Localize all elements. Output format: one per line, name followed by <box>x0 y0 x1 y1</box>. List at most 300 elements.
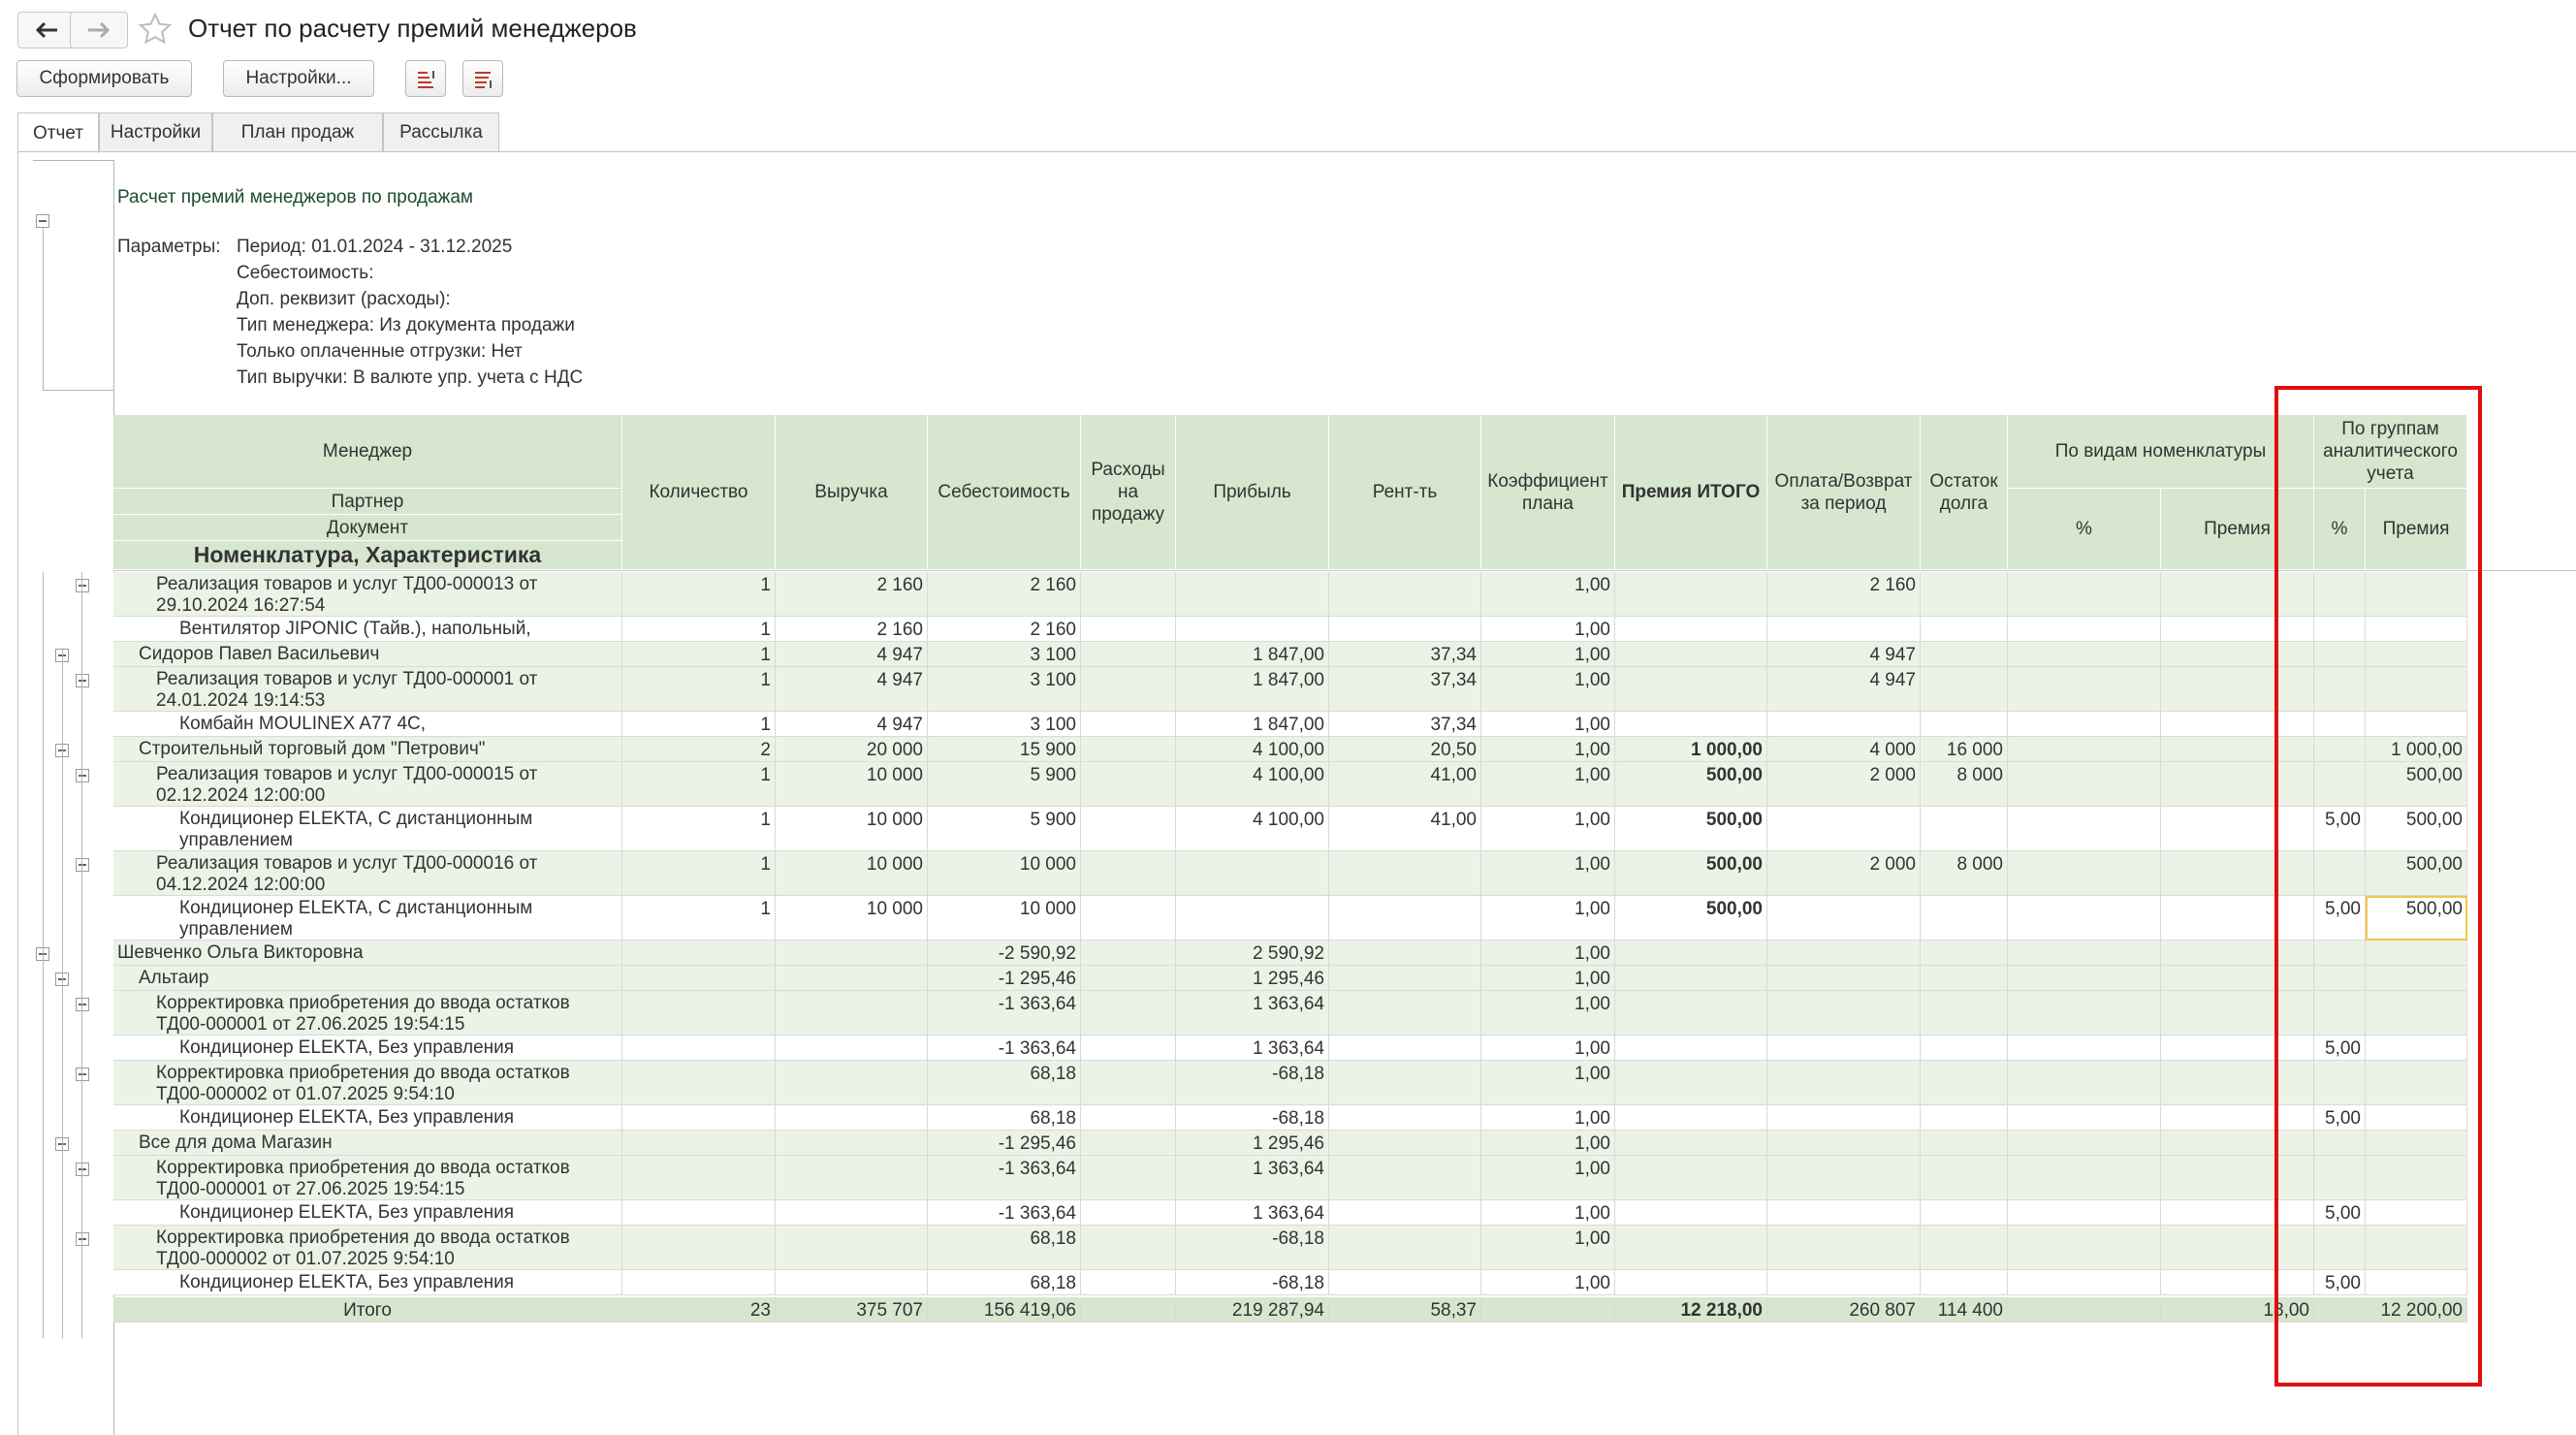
row-cell[interactable] <box>1081 1036 1176 1061</box>
row-cell[interactable] <box>1176 851 1329 896</box>
row-cell[interactable] <box>1921 1061 2008 1105</box>
row-cell[interactable] <box>1329 896 1481 941</box>
row-name[interactable]: Корректировка приобретения до ввода остатков ТД00-000001 от 27.06.2025 19:54:15 <box>113 991 622 1036</box>
row-cell[interactable]: 1,00 <box>1481 667 1615 712</box>
row-cell[interactable] <box>1081 966 1176 991</box>
row-cell[interactable]: 500,00 <box>1615 851 1767 896</box>
row-collapse-toggle[interactable] <box>76 1163 89 1176</box>
table-row[interactable] <box>113 1226 2467 1270</box>
row-cell[interactable] <box>1615 1036 1767 1061</box>
row-name[interactable]: Кондиционер ELEKTA, Без управления <box>113 1270 622 1295</box>
row-name[interactable]: Кондиционер ELEKTA, Без управления <box>113 1200 622 1226</box>
row-cell[interactable] <box>1767 1156 1921 1200</box>
row-cell[interactable]: 1,00 <box>1481 991 1615 1036</box>
row-cell[interactable]: 1,00 <box>1481 966 1615 991</box>
row-cell[interactable]: 1 <box>622 617 776 642</box>
row-cell[interactable] <box>2008 1105 2161 1131</box>
row-cell[interactable]: 2 <box>622 737 776 762</box>
row-cell[interactable] <box>1081 1105 1176 1131</box>
row-cell[interactable] <box>2008 851 2161 896</box>
row-cell[interactable]: 1,00 <box>1481 1270 1615 1295</box>
row-cell[interactable] <box>1329 1036 1481 1061</box>
row-cell[interactable] <box>1921 667 2008 712</box>
row-name[interactable]: Сидоров Павел Васильевич <box>113 642 622 667</box>
row-cell[interactable] <box>1081 642 1176 667</box>
row-cell[interactable] <box>776 1156 928 1200</box>
row-cell[interactable]: 10 000 <box>776 851 928 896</box>
table-row[interactable] <box>113 1156 2467 1200</box>
collapse-groups-button[interactable] <box>462 60 503 97</box>
favorite-star-icon[interactable] <box>138 12 173 47</box>
row-cell[interactable] <box>1615 617 1767 642</box>
row-cell[interactable]: 1 <box>622 807 776 851</box>
row-cell[interactable]: 1,00 <box>1481 642 1615 667</box>
row-cell[interactable] <box>1615 1156 1767 1200</box>
row-cell[interactable] <box>776 1131 928 1156</box>
row-cell[interactable]: 16 000 <box>1921 737 2008 762</box>
row-cell[interactable] <box>2008 762 2161 807</box>
row-cell[interactable] <box>622 966 776 991</box>
row-cell[interactable]: 10 000 <box>776 762 928 807</box>
row-name[interactable]: Шевченко Ольга Викторовна <box>113 941 622 966</box>
row-cell[interactable] <box>1921 1226 2008 1270</box>
row-cell[interactable]: 3 100 <box>928 712 1081 737</box>
row-collapse-toggle[interactable] <box>76 769 89 782</box>
row-cell[interactable] <box>1767 991 1921 1036</box>
row-cell[interactable] <box>1921 896 2008 941</box>
row-cell[interactable]: 1 363,64 <box>1176 1156 1329 1200</box>
row-cell[interactable] <box>1176 572 1329 617</box>
row-cell[interactable]: -1 363,64 <box>928 1036 1081 1061</box>
row-name[interactable]: Комбайн MOULINEX A77 4C, <box>113 712 622 737</box>
row-cell[interactable]: 4 947 <box>776 712 928 737</box>
row-cell[interactable] <box>2008 1226 2161 1270</box>
row-cell[interactable] <box>1615 667 1767 712</box>
row-cell[interactable]: 1 847,00 <box>1176 667 1329 712</box>
row-cell[interactable] <box>2008 1270 2161 1295</box>
row-cell[interactable] <box>1921 941 2008 966</box>
row-name[interactable]: Все для дома Магазин <box>113 1131 622 1156</box>
row-cell[interactable] <box>2008 737 2161 762</box>
row-name[interactable]: Корректировка приобретения до ввода остатков ТД00-000002 от 01.07.2025 9:54:10 <box>113 1226 622 1270</box>
row-cell[interactable]: 500,00 <box>2366 762 2467 807</box>
row-name[interactable]: Кондиционер ELEKTA, Без управления <box>113 1036 622 1061</box>
row-cell[interactable] <box>1767 1061 1921 1105</box>
table-row[interactable] <box>113 572 2467 617</box>
row-cell[interactable] <box>622 1156 776 1200</box>
row-cell[interactable]: 5,00 <box>2314 1200 2366 1226</box>
row-cell[interactable]: 4 100,00 <box>1176 807 1329 851</box>
row-cell[interactable] <box>776 941 928 966</box>
row-cell[interactable] <box>2008 966 2161 991</box>
row-cell[interactable]: 2 590,92 <box>1176 941 1329 966</box>
row-cell[interactable] <box>1081 1270 1176 1295</box>
forward-button[interactable] <box>70 12 128 48</box>
row-name[interactable]: Реализация товаров и услуг ТД00-000015 от 02.12.2024 12:00:00 <box>113 762 622 807</box>
row-cell[interactable] <box>776 1061 928 1105</box>
row-cell[interactable] <box>776 1036 928 1061</box>
row-cell[interactable]: -1 363,64 <box>928 991 1081 1036</box>
row-cell[interactable]: 4 947 <box>776 642 928 667</box>
table-row[interactable] <box>113 941 2467 966</box>
row-cell[interactable]: 37,34 <box>1329 667 1481 712</box>
row-cell[interactable]: 10 000 <box>928 851 1081 896</box>
settings-button[interactable]: Настройки... <box>223 60 374 97</box>
row-cell[interactable] <box>1329 851 1481 896</box>
row-cell[interactable] <box>2008 1036 2161 1061</box>
row-cell[interactable] <box>1615 991 1767 1036</box>
row-cell[interactable]: -68,18 <box>1176 1061 1329 1105</box>
row-cell[interactable] <box>2008 1200 2161 1226</box>
table-row[interactable] <box>113 851 2467 896</box>
row-cell[interactable]: 41,00 <box>1329 807 1481 851</box>
row-cell[interactable] <box>1081 617 1176 642</box>
row-cell[interactable]: 1,00 <box>1481 1156 1615 1200</box>
table-row[interactable] <box>113 1200 2467 1226</box>
row-cell[interactable]: 1 847,00 <box>1176 642 1329 667</box>
row-cell[interactable] <box>1767 712 1921 737</box>
tab-mailing[interactable]: Рассылка <box>383 112 499 151</box>
row-cell[interactable] <box>1767 1105 1921 1131</box>
row-cell[interactable]: 500,00 <box>1615 807 1767 851</box>
row-cell[interactable] <box>776 1200 928 1226</box>
row-cell[interactable]: 1,00 <box>1481 762 1615 807</box>
row-cell[interactable] <box>1329 1061 1481 1105</box>
row-cell[interactable]: 1,00 <box>1481 712 1615 737</box>
table-row[interactable] <box>113 642 2467 667</box>
row-name[interactable]: Кондиционер ELEKTA, С дистанционным управлением <box>113 807 622 851</box>
row-cell[interactable]: 1,00 <box>1481 572 1615 617</box>
row-name[interactable]: Кондиционер ELEKTA, С дистанционным управлением <box>113 896 622 941</box>
row-cell[interactable]: 15 900 <box>928 737 1081 762</box>
row-cell[interactable] <box>1921 991 2008 1036</box>
table-row[interactable] <box>113 1131 2467 1156</box>
row-cell[interactable] <box>1329 572 1481 617</box>
row-cell[interactable] <box>776 991 928 1036</box>
row-cell[interactable]: 20 000 <box>776 737 928 762</box>
row-cell[interactable] <box>622 1200 776 1226</box>
table-row[interactable] <box>113 807 2467 851</box>
row-cell[interactable]: 1,00 <box>1481 1061 1615 1105</box>
row-cell[interactable]: 1 <box>622 667 776 712</box>
row-cell[interactable]: 5,00 <box>2314 1036 2366 1061</box>
row-cell[interactable]: 1,00 <box>1481 896 1615 941</box>
row-cell[interactable]: 500,00 <box>2366 896 2467 941</box>
table-row[interactable] <box>113 737 2467 762</box>
row-cell[interactable] <box>622 1036 776 1061</box>
row-cell[interactable] <box>2008 1131 2161 1156</box>
row-cell[interactable]: 4 100,00 <box>1176 762 1329 807</box>
row-name[interactable]: Кондиционер ELEKTA, Без управления <box>113 1105 622 1131</box>
row-cell[interactable] <box>1921 1270 2008 1295</box>
row-cell[interactable] <box>1176 896 1329 941</box>
tab-sales-plan[interactable]: План продаж <box>212 112 383 151</box>
row-cell[interactable] <box>2008 896 2161 941</box>
row-cell[interactable] <box>1081 667 1176 712</box>
row-cell[interactable]: 68,18 <box>928 1105 1081 1131</box>
row-cell[interactable] <box>622 1105 776 1131</box>
row-collapse-toggle[interactable] <box>76 674 89 687</box>
row-cell[interactable] <box>1615 572 1767 617</box>
row-cell[interactable]: 1 363,64 <box>1176 1200 1329 1226</box>
table-row[interactable] <box>113 896 2467 941</box>
row-cell[interactable] <box>1767 807 1921 851</box>
row-cell[interactable]: 500,00 <box>2366 851 2467 896</box>
row-cell[interactable] <box>1921 1105 2008 1131</box>
row-cell[interactable] <box>1176 617 1329 642</box>
row-cell[interactable] <box>2008 807 2161 851</box>
row-cell[interactable]: 1 <box>622 712 776 737</box>
row-cell[interactable]: 1,00 <box>1481 1200 1615 1226</box>
row-cell[interactable]: 1 <box>622 762 776 807</box>
row-cell[interactable]: 41,00 <box>1329 762 1481 807</box>
tab-settings[interactable]: Настройки <box>99 112 212 151</box>
row-cell[interactable]: 1,00 <box>1481 1036 1615 1061</box>
table-row[interactable] <box>113 762 2467 807</box>
row-cell[interactable] <box>2008 712 2161 737</box>
row-cell[interactable]: 20,50 <box>1329 737 1481 762</box>
row-cell[interactable]: 5,00 <box>2314 896 2366 941</box>
row-cell[interactable]: 1 295,46 <box>1176 966 1329 991</box>
collapse-header-toggle[interactable] <box>36 214 49 228</box>
table-row[interactable] <box>113 1270 2467 1295</box>
row-cell[interactable] <box>1329 1226 1481 1270</box>
row-cell[interactable]: 1 <box>622 851 776 896</box>
row-cell[interactable] <box>1329 941 1481 966</box>
row-cell[interactable]: 2 160 <box>928 617 1081 642</box>
row-cell[interactable] <box>2008 572 2161 617</box>
row-cell[interactable] <box>1767 617 1921 642</box>
table-row[interactable] <box>113 991 2467 1036</box>
row-cell[interactable] <box>1329 966 1481 991</box>
row-cell[interactable] <box>2008 941 2161 966</box>
row-cell[interactable]: 1,00 <box>1481 807 1615 851</box>
row-cell[interactable]: 68,18 <box>928 1226 1081 1270</box>
row-cell[interactable] <box>1615 1226 1767 1270</box>
row-cell[interactable] <box>1081 1156 1176 1200</box>
row-cell[interactable] <box>1329 1156 1481 1200</box>
generate-button[interactable]: Сформировать <box>16 60 192 97</box>
row-cell[interactable]: 1,00 <box>1481 1226 1615 1270</box>
row-cell[interactable]: 1,00 <box>1481 851 1615 896</box>
row-cell[interactable]: 4 947 <box>776 667 928 712</box>
row-cell[interactable]: 5,00 <box>2314 1105 2366 1131</box>
row-cell[interactable] <box>1329 1105 1481 1131</box>
row-cell[interactable]: -1 295,46 <box>928 966 1081 991</box>
row-cell[interactable] <box>2008 667 2161 712</box>
row-cell[interactable]: 37,34 <box>1329 642 1481 667</box>
row-cell[interactable]: 1,00 <box>1481 737 1615 762</box>
row-cell[interactable]: 1,00 <box>1481 1105 1615 1131</box>
row-cell[interactable] <box>1767 941 1921 966</box>
row-cell[interactable] <box>1329 617 1481 642</box>
row-cell[interactable] <box>1921 617 2008 642</box>
row-cell[interactable]: 8 000 <box>1921 762 2008 807</box>
row-collapse-toggle[interactable] <box>76 579 89 592</box>
row-cell[interactable] <box>1615 1131 1767 1156</box>
row-cell[interactable]: 2 000 <box>1767 762 1921 807</box>
row-cell[interactable]: 37,34 <box>1329 712 1481 737</box>
row-cell[interactable] <box>1767 1226 1921 1270</box>
row-name[interactable]: Корректировка приобретения до ввода остатков ТД00-000001 от 27.06.2025 19:54:15 <box>113 1156 622 1200</box>
row-cell[interactable]: 4 000 <box>1767 737 1921 762</box>
row-cell[interactable]: 5 900 <box>928 762 1081 807</box>
row-cell[interactable] <box>1081 991 1176 1036</box>
row-cell[interactable] <box>1615 1105 1767 1131</box>
row-cell[interactable]: 3 100 <box>928 642 1081 667</box>
row-cell[interactable]: 1 000,00 <box>2366 737 2467 762</box>
row-cell[interactable]: 2 160 <box>1767 572 1921 617</box>
row-cell[interactable] <box>622 941 776 966</box>
row-cell[interactable]: 500,00 <box>2366 807 2467 851</box>
row-cell[interactable] <box>1615 1061 1767 1105</box>
table-row[interactable] <box>113 617 2467 642</box>
row-cell[interactable] <box>1329 991 1481 1036</box>
row-cell[interactable] <box>622 991 776 1036</box>
row-cell[interactable] <box>2008 1061 2161 1105</box>
row-cell[interactable]: 8 000 <box>1921 851 2008 896</box>
row-cell[interactable]: 68,18 <box>928 1061 1081 1105</box>
row-cell[interactable] <box>1615 1200 1767 1226</box>
row-cell[interactable]: 10 000 <box>776 807 928 851</box>
row-cell[interactable]: -68,18 <box>1176 1105 1329 1131</box>
row-name[interactable]: Реализация товаров и услуг ТД00-000013 от 29.10.2024 16:27:54 <box>113 572 622 617</box>
row-cell[interactable] <box>1615 941 1767 966</box>
row-cell[interactable]: 1 <box>622 896 776 941</box>
row-cell[interactable] <box>1921 642 2008 667</box>
row-cell[interactable] <box>2008 1156 2161 1200</box>
row-cell[interactable] <box>2008 617 2161 642</box>
row-cell[interactable] <box>1081 712 1176 737</box>
row-cell[interactable] <box>1921 1156 2008 1200</box>
row-cell[interactable]: 5 900 <box>928 807 1081 851</box>
row-cell[interactable]: 1 000,00 <box>1615 737 1767 762</box>
row-cell[interactable]: -1 363,64 <box>928 1200 1081 1226</box>
row-cell[interactable] <box>1081 737 1176 762</box>
row-cell[interactable]: -68,18 <box>1176 1226 1329 1270</box>
row-cell[interactable] <box>1921 1200 2008 1226</box>
row-cell[interactable] <box>1615 642 1767 667</box>
row-cell[interactable] <box>622 1061 776 1105</box>
row-cell[interactable]: 2 160 <box>928 572 1081 617</box>
table-row[interactable] <box>113 712 2467 737</box>
row-cell[interactable] <box>1767 1036 1921 1061</box>
row-cell[interactable]: 1,00 <box>1481 617 1615 642</box>
row-cell[interactable]: 1 847,00 <box>1176 712 1329 737</box>
row-name[interactable]: Строительный торговый дом "Петрович" <box>113 737 622 762</box>
row-cell[interactable]: 5,00 <box>2314 1270 2366 1295</box>
row-cell[interactable] <box>1767 1270 1921 1295</box>
row-cell[interactable]: 10 000 <box>928 896 1081 941</box>
row-cell[interactable] <box>1767 1131 1921 1156</box>
back-button[interactable] <box>17 12 76 48</box>
row-cell[interactable] <box>1081 807 1176 851</box>
row-cell[interactable]: -68,18 <box>1176 1270 1329 1295</box>
row-cell[interactable]: 2 000 <box>1767 851 1921 896</box>
row-cell[interactable] <box>622 1131 776 1156</box>
row-collapse-toggle[interactable] <box>76 1068 89 1081</box>
row-cell[interactable] <box>1329 1200 1481 1226</box>
row-cell[interactable] <box>1615 966 1767 991</box>
tab-report[interactable]: Отчет <box>17 112 99 153</box>
row-name[interactable]: Реализация товаров и услуг ТД00-000016 от 04.12.2024 12:00:00 <box>113 851 622 896</box>
row-collapse-toggle[interactable] <box>76 1232 89 1246</box>
row-cell[interactable] <box>1921 712 2008 737</box>
row-cell[interactable] <box>776 1105 928 1131</box>
expand-groups-button[interactable] <box>405 60 446 97</box>
table-row[interactable] <box>113 667 2467 712</box>
row-cell[interactable]: 1,00 <box>1481 941 1615 966</box>
row-cell[interactable]: 1 363,64 <box>1176 1036 1329 1061</box>
row-cell[interactable]: 4 100,00 <box>1176 737 1329 762</box>
row-cell[interactable] <box>776 1226 928 1270</box>
row-cell[interactable] <box>1767 1200 1921 1226</box>
row-cell[interactable] <box>1921 572 2008 617</box>
row-cell[interactable]: -2 590,92 <box>928 941 1081 966</box>
table-row[interactable] <box>113 966 2467 991</box>
row-cell[interactable]: 2 160 <box>776 572 928 617</box>
row-cell[interactable] <box>1921 807 2008 851</box>
row-cell[interactable] <box>2008 991 2161 1036</box>
row-cell[interactable]: 4 947 <box>1767 642 1921 667</box>
row-cell[interactable]: 1 295,46 <box>1176 1131 1329 1156</box>
row-cell[interactable] <box>1081 1226 1176 1270</box>
row-cell[interactable] <box>776 966 928 991</box>
row-cell[interactable] <box>1329 1270 1481 1295</box>
row-name[interactable]: Вентилятор JIPONIC (Тайв.), напольный, <box>113 617 622 642</box>
row-cell[interactable] <box>1921 966 2008 991</box>
row-cell[interactable]: 2 160 <box>776 617 928 642</box>
row-cell[interactable]: 4 947 <box>1767 667 1921 712</box>
table-row[interactable] <box>113 1105 2467 1131</box>
row-cell[interactable] <box>1081 572 1176 617</box>
table-row[interactable] <box>113 1061 2467 1105</box>
row-cell[interactable] <box>1081 762 1176 807</box>
row-cell[interactable] <box>776 1270 928 1295</box>
row-cell[interactable]: 3 100 <box>928 667 1081 712</box>
row-cell[interactable] <box>1329 1131 1481 1156</box>
row-cell[interactable] <box>2008 642 2161 667</box>
row-cell[interactable] <box>1081 851 1176 896</box>
row-name[interactable]: Альтаир <box>113 966 622 991</box>
row-collapse-toggle[interactable] <box>76 998 89 1011</box>
row-cell[interactable] <box>1767 966 1921 991</box>
row-cell[interactable]: 1 <box>622 642 776 667</box>
row-cell[interactable] <box>1081 1200 1176 1226</box>
row-cell[interactable] <box>1615 1270 1767 1295</box>
row-cell[interactable]: 1,00 <box>1481 1131 1615 1156</box>
row-cell[interactable]: 500,00 <box>1615 762 1767 807</box>
row-cell[interactable] <box>1615 712 1767 737</box>
row-cell[interactable] <box>1081 1131 1176 1156</box>
row-cell[interactable]: 1 <box>622 572 776 617</box>
row-cell[interactable] <box>1921 1131 2008 1156</box>
row-name[interactable]: Реализация товаров и услуг ТД00-000001 от 24.01.2024 19:14:53 <box>113 667 622 712</box>
row-cell[interactable]: -1 363,64 <box>928 1156 1081 1200</box>
row-collapse-toggle[interactable] <box>76 858 89 872</box>
row-cell[interactable] <box>1081 1061 1176 1105</box>
row-cell[interactable]: 68,18 <box>928 1270 1081 1295</box>
row-cell[interactable] <box>1767 896 1921 941</box>
table-row[interactable] <box>113 1036 2467 1061</box>
row-cell[interactable]: 10 000 <box>776 896 928 941</box>
row-cell[interactable]: -1 295,46 <box>928 1131 1081 1156</box>
row-cell[interactable]: 1 363,64 <box>1176 991 1329 1036</box>
row-name[interactable]: Корректировка приобретения до ввода остатков ТД00-000002 от 01.07.2025 9:54:10 <box>113 1061 622 1105</box>
row-cell[interactable] <box>1921 1036 2008 1061</box>
row-cell[interactable] <box>622 1270 776 1295</box>
row-cell[interactable] <box>1081 941 1176 966</box>
